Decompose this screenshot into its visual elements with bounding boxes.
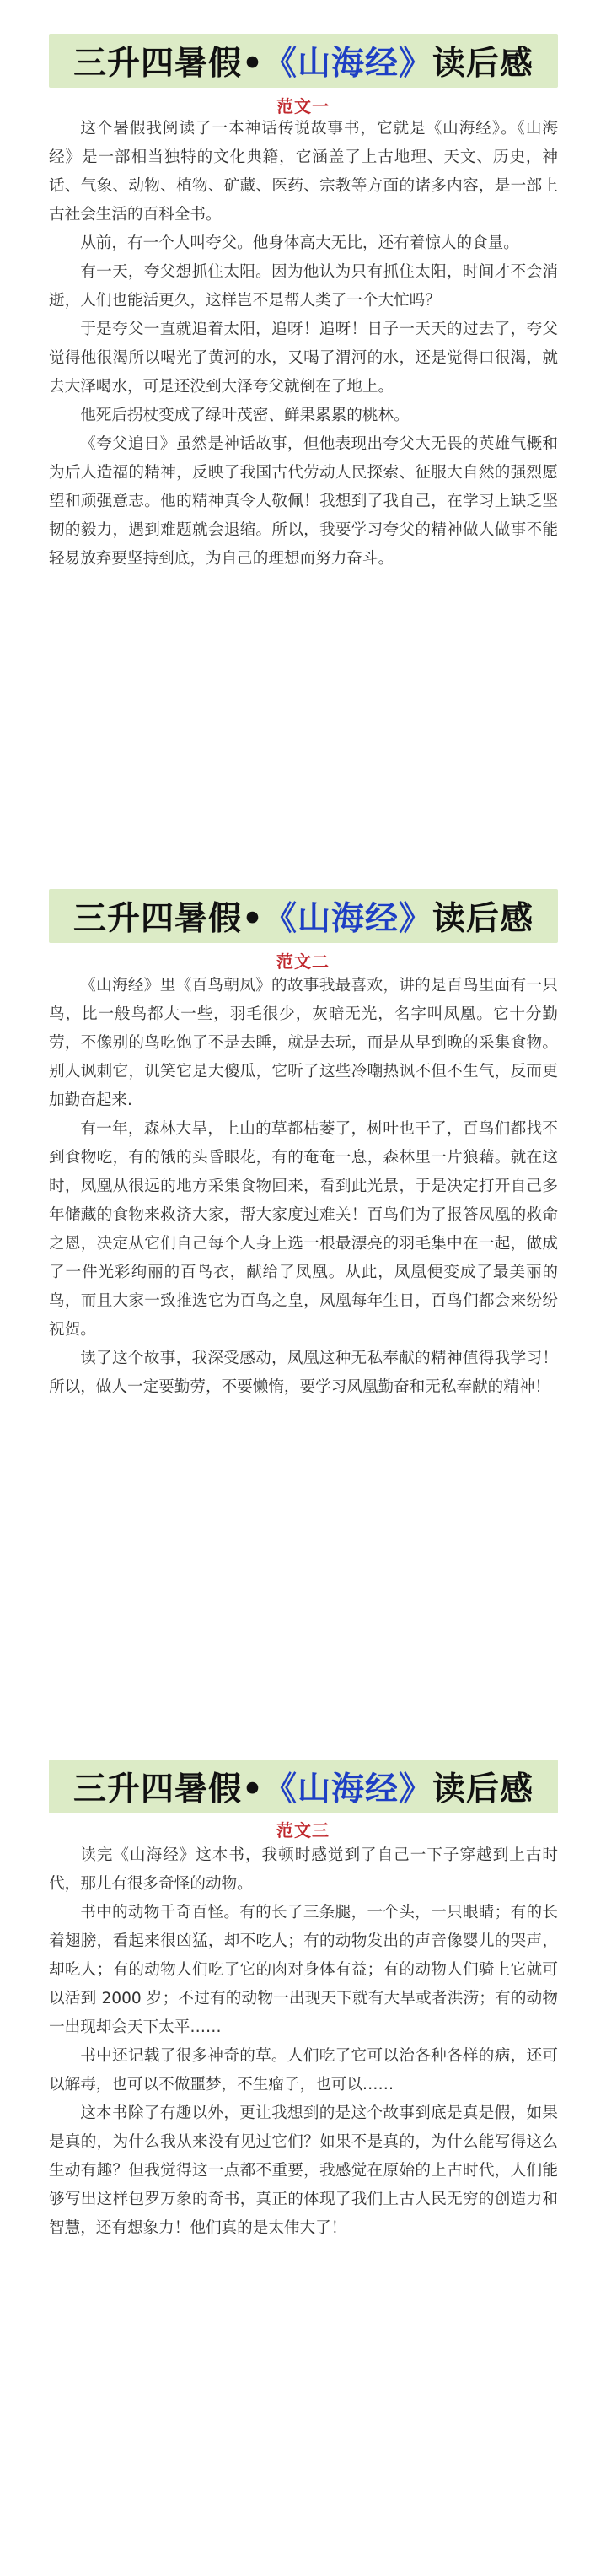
title-book-name: 《山海经》 bbox=[263, 900, 432, 938]
paragraph: 《山海经》里《百鸟朝凤》的故事我最喜欢，讲的是百鸟里面有一只鸟，比一般鸟都大一些，羽毛很少，灰暗无光，名字叫凤凰。它十分勤劳，不像别的鸟吃饱了不是去睡，就是去玩，而是从早到晚的采集食物。别人讽刺它，讥笑它是大傻瓜，它听了这些冷嘲热讽不但不生气，反而更加勤奋起来. bbox=[49, 977, 558, 1109]
essay-body bbox=[49, 115, 558, 574]
title-book-name: 《山海经》 bbox=[263, 1770, 432, 1808]
section-title-banner bbox=[49, 889, 558, 943]
essay-body bbox=[49, 1841, 558, 2243]
essay-label: 范文三 bbox=[276, 1820, 330, 1840]
paragraph: 读完《山海经》这本书，我顿时感觉到了自己一下子穿越到上古时代，那儿有很多奇怪的动物。 bbox=[49, 1846, 558, 1893]
title-prefix: 三升四暑假• bbox=[73, 45, 264, 83]
paragraph: 他死后拐杖变成了绿叶茂密、鲜果累累的桃林。 bbox=[80, 407, 410, 424]
title-suffix: 读后感 bbox=[432, 1770, 534, 1808]
paragraph: 《夸父追日》虽然是神话故事，但他表现出夸父大无畏的英雄气概和为后人造福的精神，反映了我国古代劳动人民探索、征服大自然的强烈愿望和顽强意志。他的精神真令人敬佩！我想到了我自己，在学习上缺乏坚韧的毅力，遇到难题就会退缩。所以，我要学习夸父的精神做人做事不能轻易放弃要坚持到底，为自己的理想而努力奋斗。 bbox=[49, 435, 558, 568]
paragraph: 这本书除了有趣以外，更让我想到的是这个故事到底是真是假，如果是真的，为什么我从来没有见过它们？如果不是真的，为什么能写得这么生动有趣？但我觉得这一点都不重要，我感觉在原始的上古时代，人们能够写出这样包罗万象的奇书，真正的体现了我们上古人民无穷的创造力和智慧，还有想象力！他们真的是太伟大了！ bbox=[49, 2104, 558, 2237]
essay-label: 范文一 bbox=[276, 96, 330, 116]
title-prefix: 三升四暑假• bbox=[73, 1770, 264, 1808]
title-suffix: 读后感 bbox=[432, 45, 534, 83]
paragraph: 有一天，夸父想抓住太阳。因为他认为只有抓住太阳，时间才不会消逝，人们也能活更久，这样岂不是帮人类了一个大忙吗？ bbox=[49, 263, 558, 310]
paragraph: 这个暑假我阅读了一本神话传说故事书，它就是《山海经》。《山海经》是一部相当独特的文化典籍，它涵盖了上古地理、天文、历史，神话、气象、动物、植物、矿藏、医药、宗教等方面的诸多内容，是一部上古社会生活的百科全书。 bbox=[49, 120, 558, 224]
paragraph: 读了这个故事，我深受感动，凤凰这种无私奉献的精神值得我学习！所以，做人一定要勤劳，不要懒惰，要学习凤凰勤奋和无私奉献的精神！ bbox=[49, 1350, 558, 1396]
title-suffix: 读后感 bbox=[432, 900, 534, 938]
essay-body bbox=[49, 972, 558, 1402]
section-title-banner bbox=[49, 1760, 558, 1813]
title-book-name: 《山海经》 bbox=[263, 45, 432, 83]
paragraph: 书中的动物千奇百怪。有的长了三条腿，一个头，一只眼睛；有的长着翅膀，看起来很凶猛，却不吃人；有的动物发出的声音像婴儿的哭声，却吃人；有的动物人们吃了它的肉对身体有益；有的动物人们骑上它就可以活到 2000 岁；不过有的动物一出现天下就有大旱或者洪涝；有的动物一出现却会天下太平…… bbox=[49, 1904, 558, 2036]
paragraph: 书中还记载了很多神奇的草。人们吃了它可以治各种各样的病，还可以解毒，也可以不做噩梦，不生瘤子，也可以…… bbox=[49, 2047, 558, 2094]
section-title-banner bbox=[49, 34, 558, 88]
title-prefix: 三升四暑假• bbox=[73, 900, 264, 938]
essay-label: 范文二 bbox=[276, 951, 330, 972]
paragraph: 于是夸父一直就追着太阳，追呀！追呀！日子一天天的过去了，夸父觉得他很渴所以喝光了黄河的水，又喝了渭河的水，还是觉得口很渴，就去大泽喝水，可是还没到大泽夸父就倒在了地上。 bbox=[49, 321, 558, 396]
paragraph: 从前，有一个人叫夸父。他身体高大无比，还有着惊人的食量。 bbox=[80, 234, 519, 252]
paragraph: 有一年，森林大旱，上山的草都枯萎了，树叶也干了，百鸟们都找不到食物吃，有的饿的头昏眼花，有的奄奄一息，森林里一片狼藉。就在这时，凤凰从很远的地方采集食物回来，看到此光景，于是决定打开自己多年储藏的食物来救济大家，帮大家度过难关！百鸟们为了报答凤凰的救命之恩，决定从它们自己每个人身上选一根最漂亮的羽毛集中在一起，做成了一件光彩绚丽的百鸟衣，献给了凤凰。从此，凤凰便变成了最美丽的鸟，而且大家一致推选它为百鸟之皇，凤凰每年生日，百鸟们都会来纷纷祝贺。 bbox=[49, 1120, 558, 1339]
